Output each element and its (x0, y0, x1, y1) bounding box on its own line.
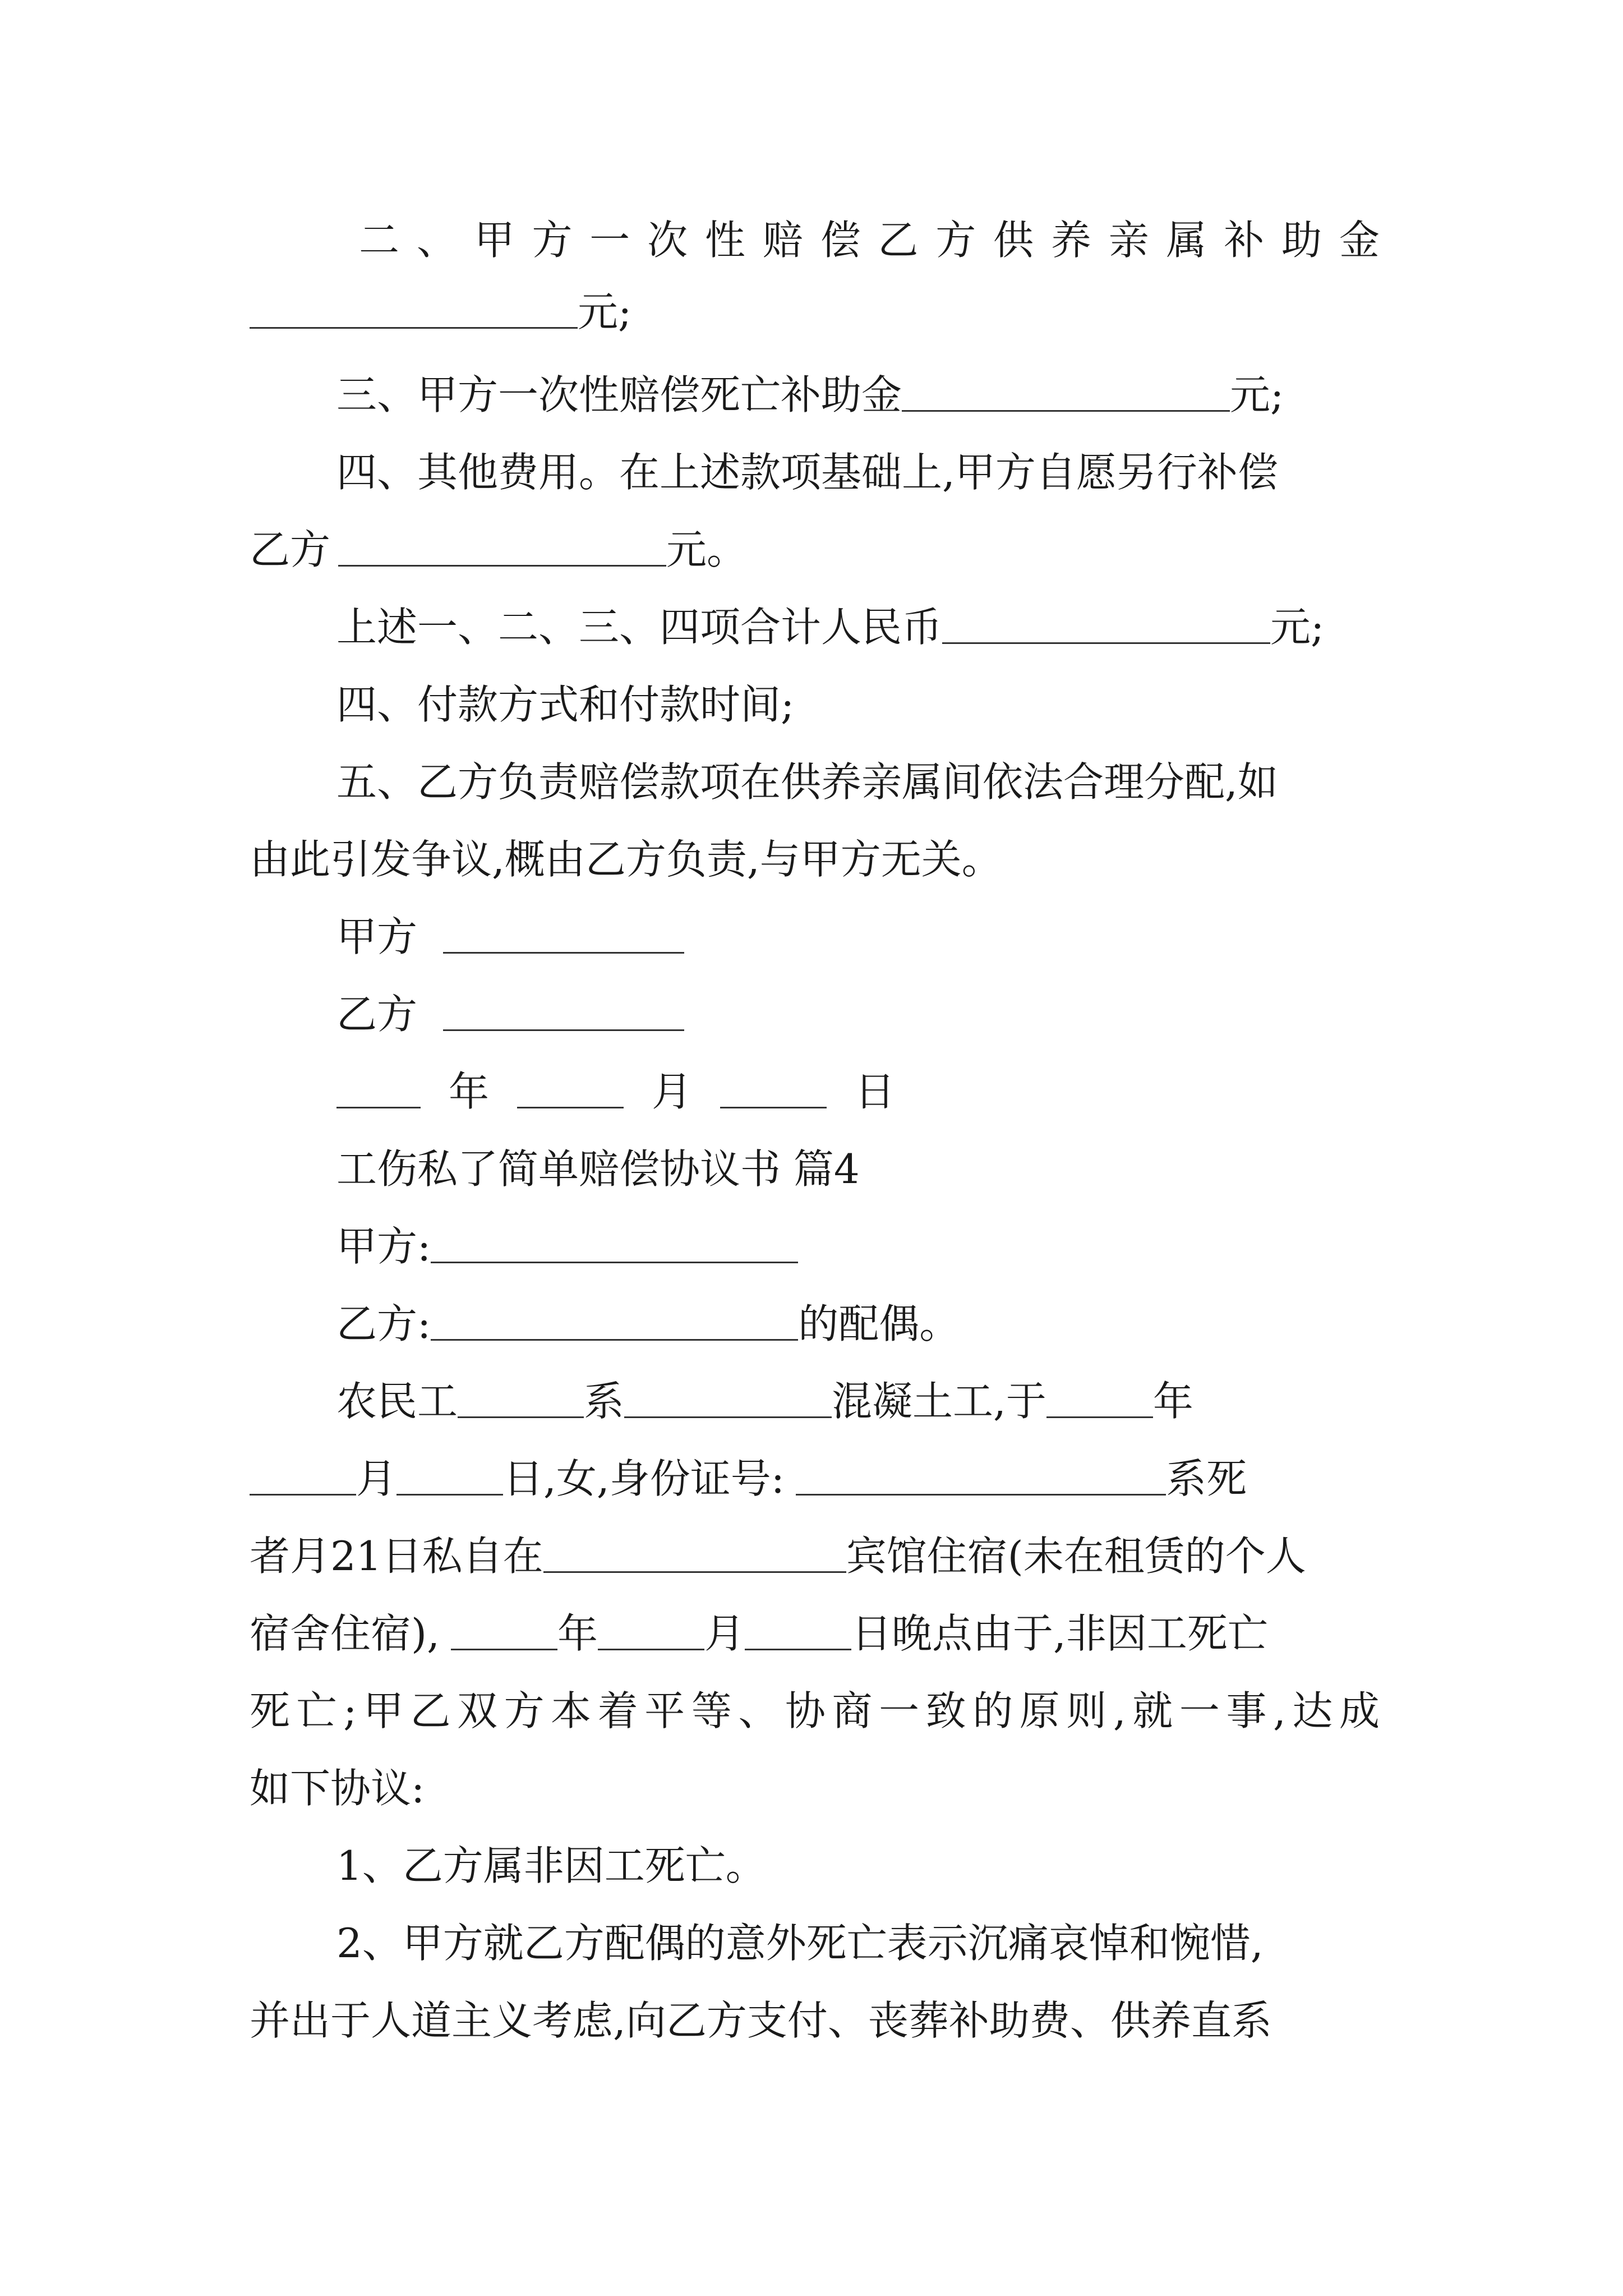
body-text: 年 (557, 1610, 598, 1657)
blank (396, 1494, 503, 1496)
unit-label: 元; (578, 288, 632, 335)
day-label: 日 (855, 1068, 896, 1115)
party-a-label: 甲方: (336, 1223, 431, 1270)
body-text: 系死 (1166, 1455, 1247, 1502)
section-4-line-2 (250, 526, 748, 573)
body-line-3 (250, 1533, 1306, 1580)
month-blank (517, 1107, 624, 1108)
body-text: 日晚点由于,非因工死亡 (851, 1610, 1268, 1657)
amount-blank (942, 642, 1270, 644)
body-text: 者月21日私自在 (250, 1533, 543, 1580)
payment-text: 四、付款方式和付款时间; (336, 681, 795, 728)
blank (250, 1494, 356, 1496)
party-b-signature (336, 991, 684, 1038)
section-3-text: 三、甲方一次性赔偿死亡补助金 (336, 371, 902, 418)
payment-line (336, 681, 795, 728)
month-label: 月 (652, 1068, 693, 1115)
signature-blank (443, 1029, 684, 1031)
date-line (336, 1068, 896, 1115)
amount-blank (902, 410, 1230, 412)
unit-label: 元; (1270, 604, 1325, 651)
body-line-6 (250, 1765, 425, 1812)
unit-label: 元; (1230, 371, 1284, 418)
body-line-4 (250, 1610, 1268, 1657)
item-2-line-1 (336, 1920, 1264, 1967)
item-1 (336, 1842, 766, 1889)
amount-blank (250, 327, 578, 329)
body-text: 日,女,身份证号: (503, 1455, 785, 1502)
party-a-blank (431, 1262, 798, 1263)
body-text: 宾馆住宿(未在租赁的个人 (846, 1533, 1306, 1580)
section-2-amount-line (250, 288, 632, 335)
signature-blank (443, 952, 684, 954)
body-text: 如下协议: (250, 1765, 425, 1812)
blank (458, 1416, 584, 1418)
party-a-line (336, 1223, 798, 1270)
body-text: 年 (1152, 1378, 1193, 1425)
body-text: 宿舍住宿), (250, 1610, 440, 1657)
item-2-text-1: 2、甲方就乙方配偶的意外死亡表示沉痛哀悼和惋惜, (336, 1920, 1264, 1967)
party-b-blank (431, 1339, 798, 1341)
section-4-line-1 (336, 449, 1278, 496)
amount-blank (338, 565, 666, 567)
heading-text: 工伤私了简单赔偿协议书 篇4 (336, 1145, 860, 1193)
blank (598, 1649, 704, 1650)
body-text: 混凝土工,于 (832, 1378, 1046, 1425)
section-5-text-2: 由此引发争议,概由乙方负责,与甲方无关。 (250, 836, 1002, 883)
party-a-label: 甲方 (336, 913, 418, 960)
year-label: 年 (449, 1068, 490, 1115)
section-4-prefix: 乙方 (250, 526, 331, 573)
section-4-text: 四、其他费用。在上述款项基础上,甲方自愿另行补偿 (336, 449, 1278, 496)
body-line-5: 死亡;甲乙双方本着平等、协商一致的原则,就一事,达成 (250, 1687, 1380, 1734)
item-1-text: 1、乙方属非因工死亡。 (336, 1842, 766, 1889)
total-line (336, 604, 1325, 651)
body-text: 月 (704, 1610, 745, 1657)
section-2-text: 二、甲方一次性赔偿乙方供养亲属补助金 (359, 217, 1380, 264)
body-text: 月 (356, 1455, 397, 1502)
blank (1046, 1416, 1153, 1418)
body-text: 系 (584, 1378, 625, 1425)
day-blank (720, 1107, 827, 1108)
body-line-1 (336, 1378, 1193, 1425)
party-b-label: 乙方 (336, 991, 418, 1038)
blank (796, 1494, 1166, 1496)
party-b-suffix: 的配偶。 (798, 1300, 960, 1347)
body-line-2 (250, 1455, 1247, 1502)
section-heading (336, 1145, 860, 1193)
blank (451, 1649, 557, 1650)
unit-label: 元。 (666, 526, 748, 573)
year-blank (336, 1107, 421, 1108)
party-b-label: 乙方: (336, 1300, 431, 1347)
total-text: 上述一、二、三、四项合计人民币 (336, 604, 943, 651)
item-2-text-2: 并出于人道主义考虑,向乙方支付、丧葬补助费、供养直系 (250, 1997, 1272, 2044)
blank (543, 1571, 846, 1573)
section-5-text-1: 五、乙方负责赔偿款项在供养亲属间依法合理分配,如 (336, 758, 1278, 806)
section-3-line (336, 371, 1284, 418)
section-5-line-2 (250, 836, 1002, 883)
blank (624, 1416, 832, 1418)
section-5-line-1 (336, 758, 1278, 806)
party-b-line (336, 1300, 960, 1347)
body-text: 农民工 (336, 1378, 458, 1425)
party-a-signature (336, 913, 684, 960)
item-2-line-2 (250, 1997, 1272, 2044)
blank (745, 1649, 851, 1650)
